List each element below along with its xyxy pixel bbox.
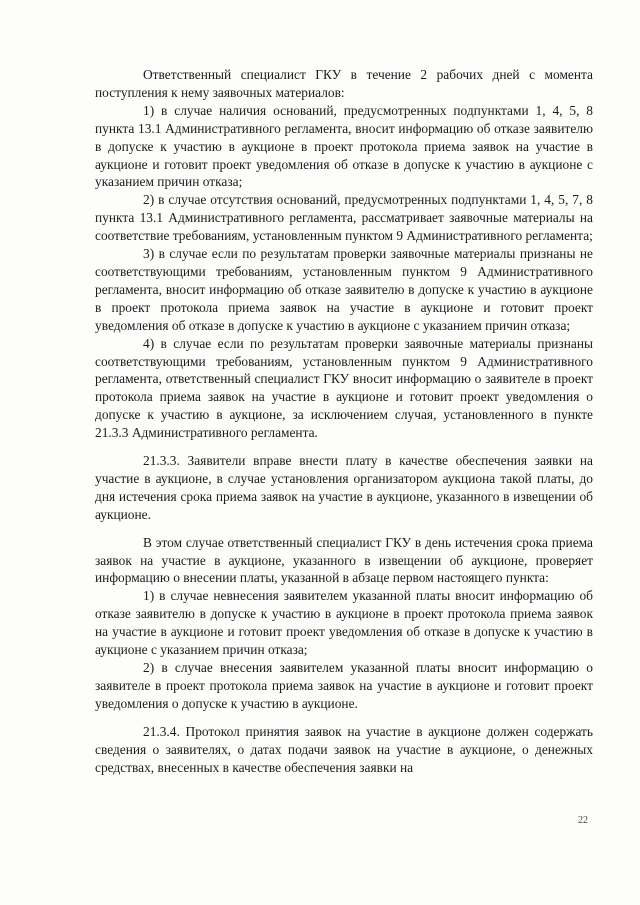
document-body: [95, 66, 593, 776]
paragraph-21-3-4: 21.3.4. Протокол принятия заявок на участие в аукционе должен содержать сведения о заявителях, о датах подачи заявок на участие в аукционе, о денежных средствах, внесенных в качестве обеспечения заявки на: [95, 723, 593, 775]
paragraph-subitem-1: 1) в случае невнесения заявителем указанной платы вносит информацию об отказе заявителю в допуске к участию в аукционе в проект протокола приема заявок на участие в аукционе и готовит проект уведомления об отказе в допуске к участию в аукционе с указанием причин отказа;: [95, 588, 593, 658]
paragraph-item-1: 1) в случае наличия оснований, предусмотренных подпунктами 1, 4, 5, 8 пункта 13.1 Административного регламента, вносит информацию об отказе заявителю в допуске к участию в аукционе в проект протокола приема заявок на участие в аукционе и готовит проект уведомления об отказе в допуске к участию в аукционе с указанием причин отказа;: [95, 102, 593, 190]
paragraph-item-4: 4) в случае если по результатам проверки заявочные материалы признаны соответствующими требованиям, установленным пунктом 9 Административного регламента, ответственный специалист ГКУ вносит информацию о заявителе в проект протокола приема заявок на участие в аукционе и готовит проект уведомления о допуске к участию в аукционе, за исключением случая, установленного в пункте 21.3.3 Административного регламента.: [95, 335, 593, 441]
page-number: 22: [578, 815, 588, 826]
paragraph-item-2: 2) в случае отсутствия оснований, предусмотренных подпунктами 1, 4, 5, 7, 8 пункта 13.1 Административного регламента, рассматривает заявочные материалы на соответствие требованиям, установленным пунктом 9 Административного регламента;: [95, 192, 593, 244]
paragraph-intro: Ответственный специалист ГКУ в течение 2 рабочих дней с момента поступления к нему заявочных материалов:: [95, 67, 593, 100]
paragraph-item-3: 3) в случае если по результатам проверки заявочные материалы признаны не соответствующими требованиям, установленным пунктом 9 Административного регламента, вносит информацию об отказе заявителю в допуске к участию в аукционе в проект протокола приема заявок на участие в аукционе и готовит проект уведомления об отказе в допуске к участию в аукционе с указанием причин отказа;: [95, 246, 593, 333]
paragraph-in-this-case: В этом случае ответственный специалист ГКУ в день истечения срока приема заявок на участие в аукционе, указанного в извещении об аукционе, проверяет информацию о внесении платы, указанной в абзаце первом настоящего пункта:: [95, 534, 593, 586]
paragraph-21-3-3: 21.3.3. Заявители вправе внести плату в качестве обеспечения заявки на участие в аукционе, в случае установления организатором аукциона такой платы, до дня истечения срока приема заявок на участие в аукционе, указанного в извещении об аукционе.: [95, 453, 593, 522]
paragraph-subitem-2: 2) в случае внесения заявителем указанной платы вносит информацию о заявителе в проект протокола приема заявок на участие в аукционе и готовит проект уведомления о допуске к участию в аукционе.: [95, 660, 593, 711]
